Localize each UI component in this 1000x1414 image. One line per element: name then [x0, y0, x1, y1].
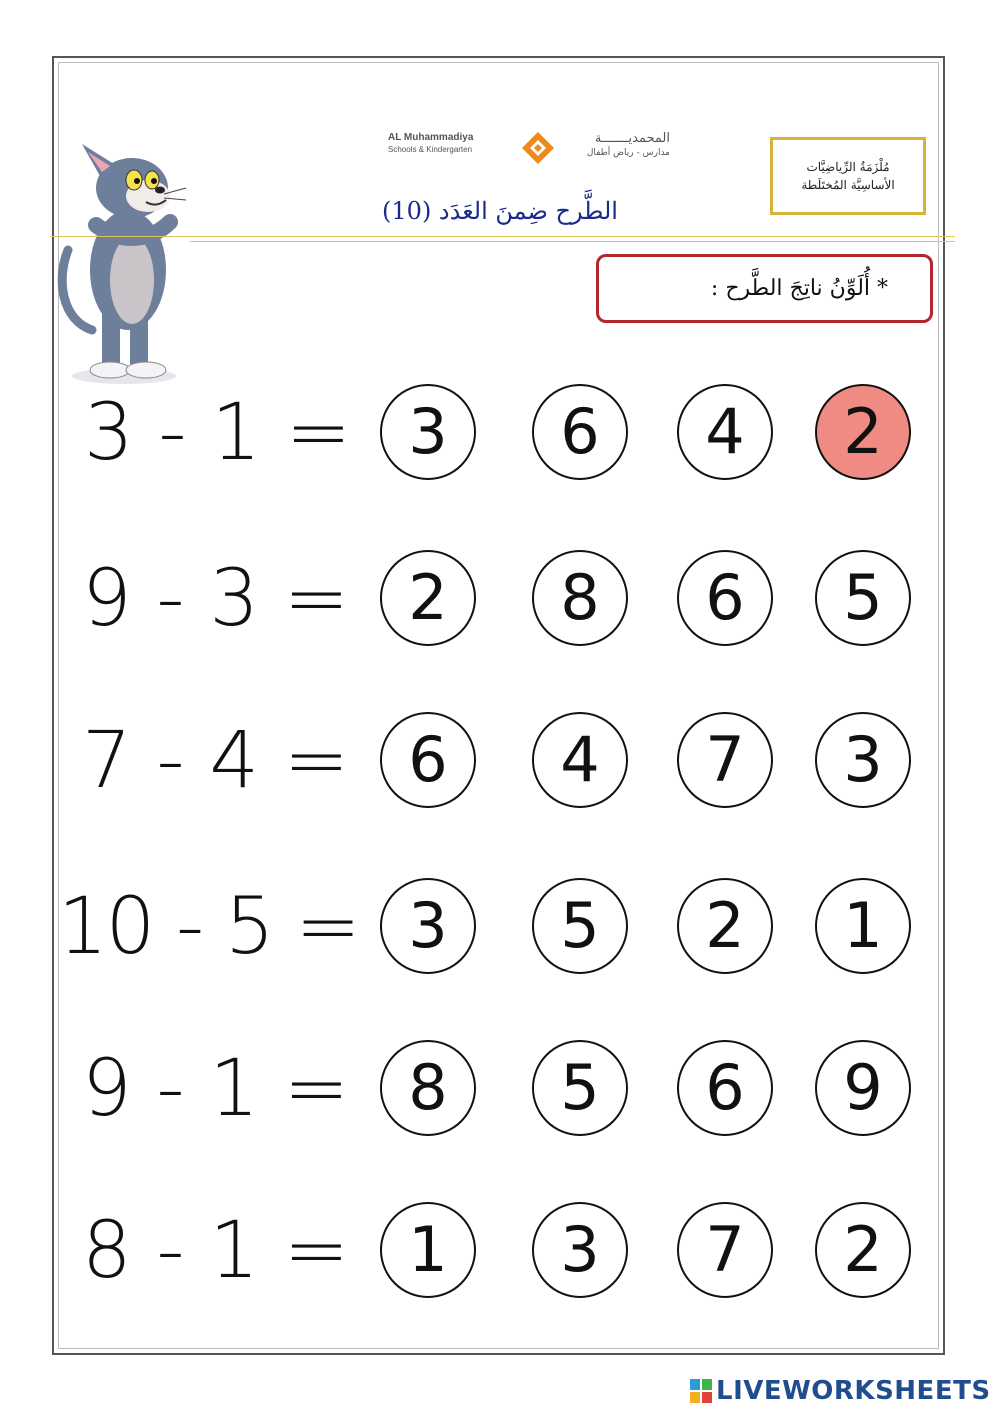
school-subtitle-arabic: مدارس - رياض أطفال — [586, 148, 670, 158]
question-row — [0, 706, 1000, 816]
school-logo-arabic — [570, 132, 670, 160]
answer-option[interactable] — [380, 550, 476, 646]
question-row — [0, 872, 1000, 982]
answer-option[interactable] — [532, 550, 628, 646]
answer-option-value: 2 — [843, 1213, 883, 1286]
equation: 9 - 3 = — [82, 554, 350, 644]
answer-option[interactable] — [815, 1202, 911, 1298]
question-row — [0, 1196, 1000, 1306]
answer-option[interactable] — [677, 1040, 773, 1136]
answer-option-value: 6 — [560, 395, 600, 468]
question-row — [0, 544, 1000, 654]
answer-option-value: 9 — [843, 1051, 883, 1124]
liveworksheets-logo-icon — [690, 1379, 712, 1403]
instruction-text: * أُلَوِّنُ ناتِجَ الطَّرح : — [710, 276, 888, 301]
worksheet-title: الطَّرح ضِمنَ العَدَد (10) — [382, 197, 618, 225]
answer-option[interactable] — [815, 712, 911, 808]
answer-option[interactable] — [677, 1202, 773, 1298]
answer-option-value: 3 — [408, 889, 448, 962]
answer-option-value: 5 — [560, 1051, 600, 1124]
school-name-english: AL Muhammadiya — [388, 132, 474, 143]
answer-option-value: 5 — [843, 561, 883, 634]
booklet-title-line-2: الأساسِيَّة المُختَلَطة — [801, 178, 895, 192]
question-row — [0, 378, 1000, 488]
answer-option[interactable] — [815, 550, 911, 646]
equation: 10 - 5 = — [58, 882, 359, 972]
answer-option-value: 7 — [705, 1213, 745, 1286]
school-name-arabic: المحمديـــــــة — [594, 131, 670, 146]
answer-option[interactable] — [380, 712, 476, 808]
answer-option[interactable] — [677, 878, 773, 974]
answer-option-value: 2 — [843, 395, 883, 468]
answer-option-value: 6 — [705, 1051, 745, 1124]
answer-option-value: 6 — [408, 723, 448, 796]
answer-option[interactable] — [380, 1040, 476, 1136]
answer-option[interactable] — [677, 712, 773, 808]
answer-option-value: 3 — [560, 1213, 600, 1286]
answer-option-value: 5 — [560, 889, 600, 962]
liveworksheets-brand[interactable] — [690, 1376, 991, 1406]
school-logo-icon — [520, 130, 556, 166]
booklet-title-box — [770, 137, 926, 215]
answer-option[interactable] — [380, 384, 476, 480]
answer-option[interactable] — [815, 878, 911, 974]
school-logo — [388, 128, 678, 168]
answer-option[interactable] — [532, 1040, 628, 1136]
header-divider — [50, 236, 955, 237]
equation: 3 - 1 = — [84, 388, 352, 478]
answer-option[interactable] — [532, 384, 628, 480]
answer-option[interactable] — [677, 384, 773, 480]
answer-option[interactable] — [677, 550, 773, 646]
answer-option-value: 8 — [408, 1051, 448, 1124]
answer-option-value: 6 — [705, 561, 745, 634]
answer-option[interactable] — [380, 878, 476, 974]
answer-option-value: 4 — [705, 395, 745, 468]
answer-option-value: 2 — [705, 889, 745, 962]
answer-option[interactable] — [532, 712, 628, 808]
instruction-box — [596, 254, 933, 323]
answer-option[interactable] — [532, 878, 628, 974]
school-subtitle-english: Schools & Kindergarten — [388, 145, 473, 154]
answer-option-value: 1 — [843, 889, 883, 962]
answer-option-value: 8 — [560, 561, 600, 634]
liveworksheets-brand-text: LIVEWORKSHEETS — [716, 1376, 991, 1406]
answer-option[interactable] — [815, 1040, 911, 1136]
answer-option-value: 1 — [408, 1213, 448, 1286]
cat-character-illustration — [52, 130, 192, 390]
answer-option[interactable] — [532, 1202, 628, 1298]
equation: 8 - 1 = — [82, 1206, 350, 1296]
answer-option-value: 2 — [408, 561, 448, 634]
answer-option-value: 4 — [560, 723, 600, 796]
equation: 9 - 1 = — [82, 1044, 350, 1134]
answer-option[interactable] — [815, 384, 911, 480]
header-divider-secondary — [190, 241, 955, 242]
answer-option-value: 3 — [843, 723, 883, 796]
answer-option-value: 7 — [705, 723, 745, 796]
question-row — [0, 1034, 1000, 1144]
answer-option[interactable] — [380, 1202, 476, 1298]
answer-option-value: 3 — [408, 395, 448, 468]
booklet-title-line-1: مُلْزَمَةُ الرِّياضِيَّات — [806, 160, 890, 174]
equation: 7 - 4 = — [82, 716, 350, 806]
school-logo-english — [388, 132, 473, 156]
